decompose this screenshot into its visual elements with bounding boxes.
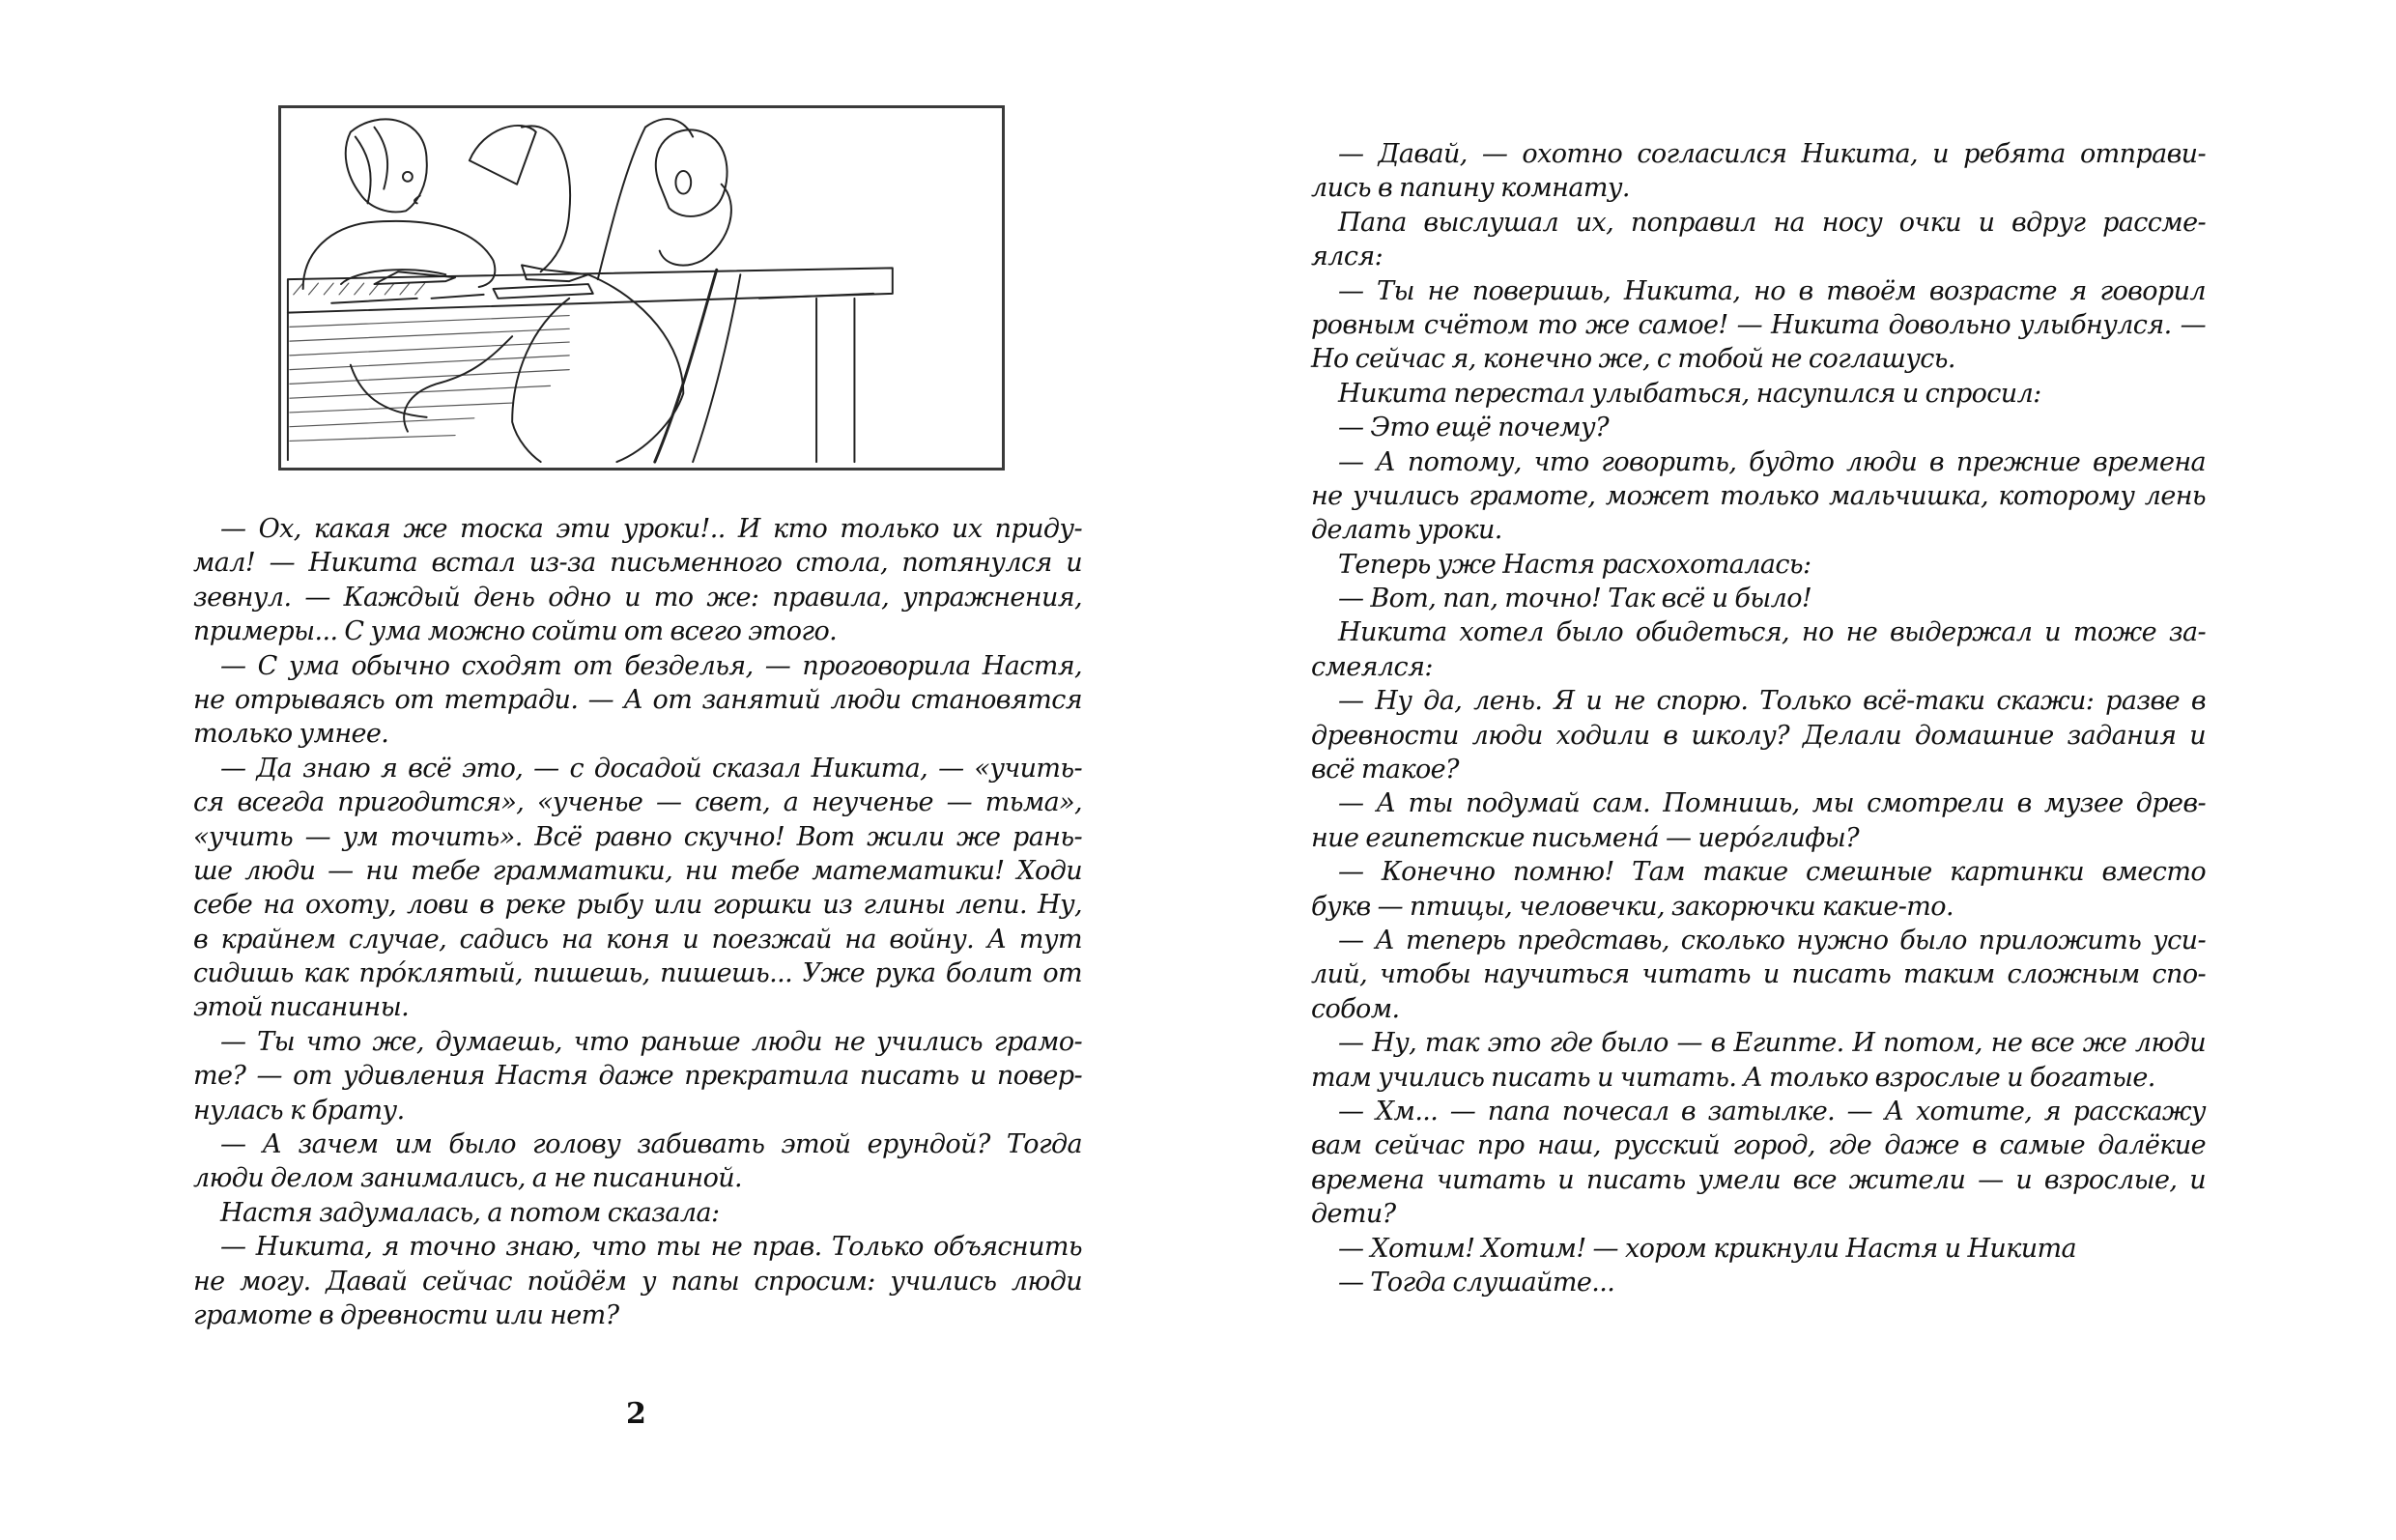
text-line: не отрываясь от тетради. — А от занятий люди становятся <box>193 684 1082 715</box>
text-line: Папа выслушал их, поправил на носу очки и вдруг рассме- <box>1338 207 2206 238</box>
left-page-text <box>193 512 1082 1332</box>
text-line: себе на охоту, лови в реке рыбу или горшки из глины лепи. Ну, <box>193 890 1082 921</box>
text-line: не учились грамоте, может только мальчишка, которому лень <box>1311 480 2206 511</box>
text-line: делать уроки. <box>1311 515 1502 546</box>
text-line: только умнее. <box>193 719 389 750</box>
text-line: — А теперь представь, сколько нужно было приложить уси- <box>1338 925 2206 955</box>
text-line: те? — от удивления Настя даже прекратила писать и повер- <box>193 1061 1082 1092</box>
text-line: — А ты подумай сам. Помнишь, мы смотрели в музее древ- <box>1338 788 2206 819</box>
text-line: лись в папину комнату. <box>1311 173 1630 204</box>
text-line: всё такое? <box>1311 755 1459 785</box>
text-line: — Ну, так это где было — в Египте. И потом, не все же люди <box>1338 1028 2206 1059</box>
text-line: — Конечно помню! Там такие смешные картинки вместо <box>1338 857 2206 888</box>
text-line: ялся: <box>1311 242 1383 272</box>
text-line: «учить — ум точить». Всё равно скучно! Вот жили же рань- <box>193 821 1082 852</box>
text-line: — А потому, что говорить, будто люди в прежние времена <box>1338 446 2206 477</box>
text-line: этой писанины. <box>193 992 410 1023</box>
text-line: — Ты не поверишь, Никита, но в твоём возрасте я говорил <box>1338 275 2206 306</box>
text-line: — С ума обычно сходят от безделья, — проговорила Настя, <box>220 650 1082 681</box>
text-line: вам сейчас про наш, русский город, где даже в самые далёкие <box>1311 1130 2206 1161</box>
text-line: — Хотим! Хотим! — хором крикнули Настя и Никита <box>1338 1233 2077 1264</box>
text-line: Теперь уже Настя расхохоталась: <box>1338 549 1811 580</box>
text-line: Настя задумалась, а потом сказала: <box>220 1197 720 1228</box>
text-line: ние египетские письменá — иерóглифы? <box>1311 822 1860 853</box>
text-line: зевнул. — Каждый день одно и то же: правила, упражнения, <box>193 582 1082 613</box>
text-line: ше люди — ни тебе грамматики, ни тебе математики! Ходи <box>193 855 1082 886</box>
text-line: Но сейчас я, конечно же, с тобой не соглашусь. <box>1311 344 1955 375</box>
text-line: ровным счётом то же самое! — Никита довольно улыбнулся. — <box>1311 309 2206 340</box>
text-line: — Хм... — папа почесал в затылке. — А хотите, я расскажу <box>1338 1096 2206 1126</box>
text-line: люди делом занимались, а не писаниной. <box>193 1163 743 1194</box>
illustration-children-doing-homework <box>278 105 1005 471</box>
sketch-drawing-icon <box>281 108 1002 468</box>
text-line: — Вот, пап, точно! Так всё и было! <box>1338 584 1812 614</box>
right-page <box>1198 0 2396 1540</box>
text-line: ся всегда пригодится», «ученье — свет, а неученье — тьма», <box>193 787 1082 818</box>
text-line: лий, чтобы научиться читать и писать таким сложным спо- <box>1311 959 2206 990</box>
text-line: нулась к брату. <box>193 1095 405 1126</box>
text-line: — Тогда слушайте... <box>1338 1267 1615 1298</box>
text-line: — Ну да, лень. Я и не спорю. Только всё-таки скажи: разве в <box>1338 686 2206 717</box>
text-line: смеялся: <box>1311 651 1433 682</box>
text-line: дети? <box>1311 1199 1396 1230</box>
text-line: — Ты что же, думаешь, что раньше люди не учились грамо- <box>220 1026 1082 1057</box>
text-line: Никита перестал улыбаться, насупился и спросил: <box>1338 378 2041 409</box>
page-number: 2 <box>626 1397 646 1431</box>
text-line: мал! — Никита встал из-за письменного стола, потянулся и <box>193 548 1082 579</box>
text-line: древности люди ходили в школу? Делали домашние задания и <box>1311 720 2206 751</box>
text-line: времена читать и писать умели все жители — и взрослые, и <box>1311 1164 2206 1195</box>
text-line: в крайнем случае, садись на коня и поезжай на войну. А тут <box>193 924 1082 955</box>
text-line: Никита хотел было обидеться, но не выдержал и тоже за- <box>1338 617 2206 648</box>
text-line: — Давай, — охотно согласился Никита, и ребята отправи- <box>1338 139 2206 169</box>
text-line: — Да знаю я всё это, — с досадой сказал Никита, — «учить- <box>220 753 1082 784</box>
text-line: сидишь как прóклятый, пишешь, пишешь... Уже рука болит от <box>193 958 1082 989</box>
text-line: — А зачем им было голову забивать этой ерундой? Тогда <box>220 1129 1082 1160</box>
text-line: грамоте в древности или нет? <box>193 1299 619 1330</box>
text-line: собом. <box>1311 993 1400 1024</box>
text-line: — Ох, какая же тоска эти уроки!.. И кто только их приду- <box>220 514 1082 544</box>
text-line: — Это ещё почему? <box>1338 413 1609 443</box>
text-line: букв — птицы, человечки, закорючки какие-то. <box>1311 891 1954 922</box>
text-line: примеры... С ума можно сойти от всего этого. <box>193 616 838 647</box>
text-line: там учились писать и читать. А только взрослые и богатые. <box>1311 1062 2155 1093</box>
text-line: не могу. Давай сейчас пойдём у папы спросим: учились люди <box>193 1266 1082 1297</box>
right-page-text <box>1311 137 2206 1299</box>
text-line: — Никита, я точно знаю, что ты не прав. Только объяснить <box>220 1232 1082 1263</box>
